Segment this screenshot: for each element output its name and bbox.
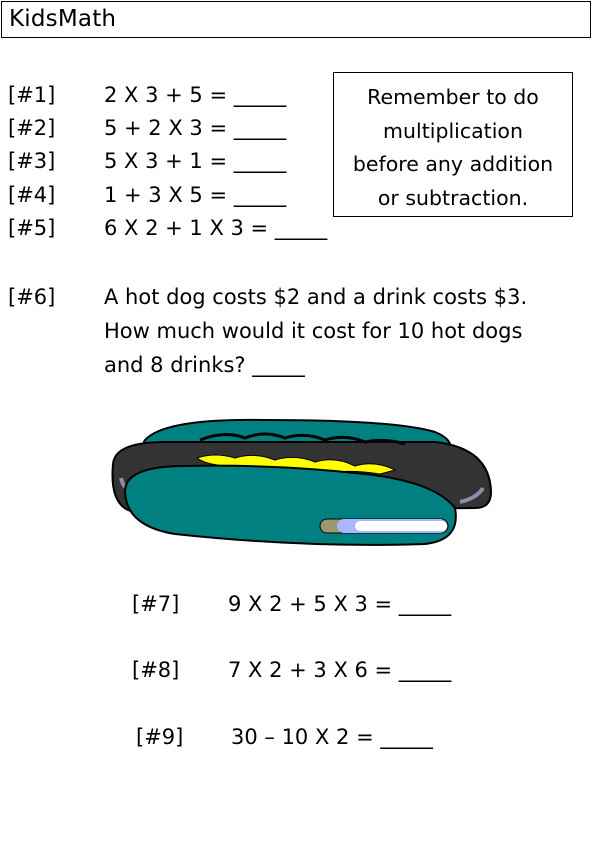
word-problem-line: A hot dog costs $2 and a drink costs $3.	[104, 285, 528, 309]
page-title: KidsMath	[9, 6, 117, 32]
hot-dog-icon	[105, 412, 497, 548]
question-expression: 30 – 10 X 2 = _____	[231, 725, 433, 749]
question-label: [#3]	[8, 149, 56, 173]
question-expression: 2 X 3 + 5 = _____	[104, 83, 287, 107]
question-label: [#5]	[8, 216, 56, 240]
word-problem-line: and 8 drinks? _____	[104, 353, 305, 377]
word-problem	[104, 280, 527, 382]
word-problem-line: How much would it cost for 10 hot dogs	[104, 319, 523, 343]
reminder-box	[333, 72, 573, 217]
reminder-line: multiplication	[383, 118, 523, 143]
question-expression: 7 X 2 + 3 X 6 = _____	[228, 658, 452, 682]
question-label: [#7]	[132, 592, 180, 616]
question-label: [#2]	[8, 116, 56, 140]
question-expression: 6 X 2 + 1 X 3 = _____	[104, 216, 328, 240]
question-label: [#9]	[136, 725, 184, 749]
question-expression: 9 X 2 + 5 X 3 = _____	[228, 592, 452, 616]
question-expression: 5 + 2 X 3 = _____	[104, 116, 287, 140]
reminder-line: before any addition	[352, 152, 554, 176]
question-label: [#4]	[8, 183, 56, 207]
reminder-line: or subtraction.	[377, 185, 529, 210]
question-label: [#6]	[8, 285, 56, 309]
question-expression: 5 X 3 + 1 = _____	[104, 149, 287, 173]
question-label: [#8]	[132, 658, 180, 682]
question-expression: 1 + 3 X 5 = _____	[104, 183, 287, 207]
reminder-line: Remember to do	[367, 85, 539, 109]
question-label: [#1]	[8, 83, 56, 107]
page-header	[1, 1, 591, 38]
